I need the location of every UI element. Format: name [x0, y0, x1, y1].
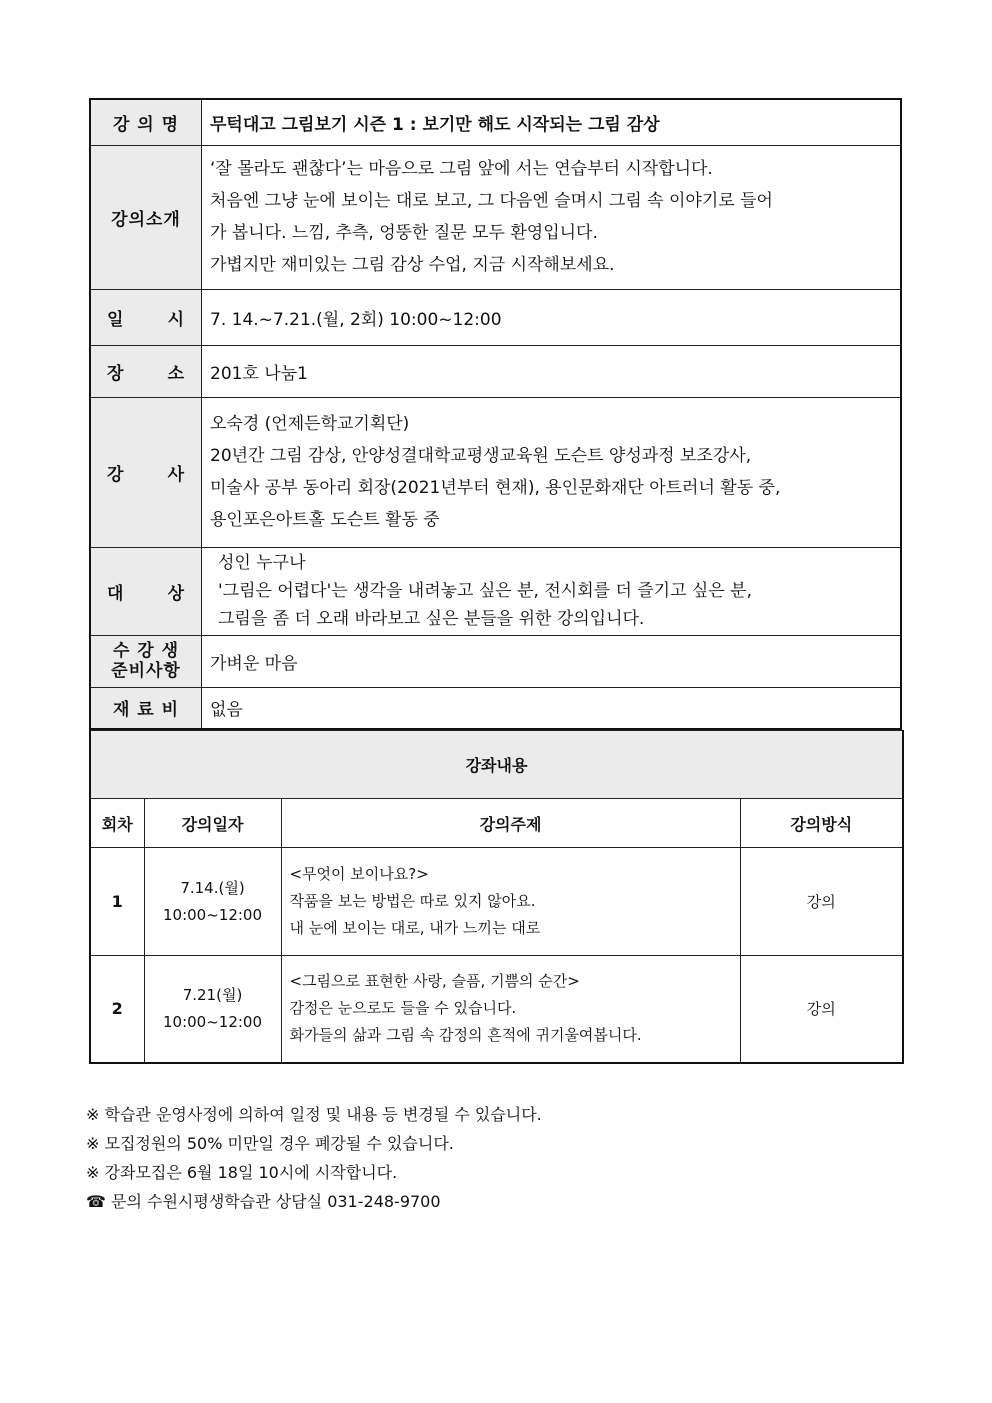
target-row — [90, 547, 901, 635]
header-date: 강의일자 — [144, 799, 281, 848]
session-number: 2 — [90, 956, 144, 1063]
teacher-line: 오숙경 (언제든학교기획단) — [210, 414, 410, 434]
target-info — [202, 547, 902, 635]
session-date: 7.14.(월) 10:00~12:00 — [144, 848, 281, 956]
session-topic: <그림으로 표현한 사랑, 슬픔, 기쁨의 순간> 감정은 눈으로도 들을 수 있습니다. 화가들의 삶과 그림 속 감정의 흔적에 귀기울여봅니다. — [281, 956, 740, 1063]
session-date: 7.21(월) 10:00~12:00 — [144, 956, 281, 1063]
target-line: '그림은 어렵다'는 생각을 내려놓고 싶은 분, 전시회를 더 즐기고 싶은 분, — [218, 581, 753, 601]
notice-list — [86, 1100, 542, 1216]
place-row — [90, 345, 901, 397]
intro-row — [90, 145, 901, 289]
teacher-info — [202, 397, 902, 547]
date-label: 일 시 — [90, 289, 202, 345]
intro-text — [202, 145, 902, 289]
notice-recruitment-start: ※ 강좌모집은 6월 18일 10시에 시작합니다. — [86, 1163, 398, 1182]
teacher-label: 강 사 — [90, 397, 202, 547]
session-number: 1 — [90, 848, 144, 956]
session-method: 강의 — [740, 848, 903, 956]
course-info-table — [89, 98, 902, 730]
course-place: 201호 나눔1 — [202, 345, 902, 397]
fee-value: 없음 — [202, 687, 902, 729]
header-session: 회차 — [90, 799, 144, 848]
header-method: 강의방식 — [740, 799, 903, 848]
target-line: 그림을 좀 더 오래 바라보고 싶은 분들을 위한 강의입니다. — [218, 609, 645, 629]
header-topic: 강의주제 — [281, 799, 740, 848]
target-label: 대 상 — [90, 547, 202, 635]
teacher-line: 용인포은아트홀 도슨트 활동 중 — [210, 510, 440, 530]
date-row — [90, 289, 901, 345]
fee-label: 재 료 비 — [90, 687, 202, 729]
intro-line: 가볍지만 재미있는 그림 감상 수업, 지금 시작해보세요. — [210, 255, 615, 275]
place-label: 장 소 — [90, 345, 202, 397]
prep-label: 수 강 생 준비사항 — [90, 635, 202, 687]
session-method: 강의 — [740, 956, 903, 1063]
notice-schedule-change: ※ 학습관 운영사정에 의하여 일정 및 내용 등 변경될 수 있습니다. — [86, 1105, 542, 1124]
prep-row — [90, 635, 901, 687]
contact-info: ☎ 문의 수원시평생학습관 상담실 031-248-9700 — [86, 1192, 441, 1211]
lecture-section-row — [90, 731, 903, 799]
intro-line: 가 봅니다. 느낌, 추측, 엉뚱한 질문 모두 환영입니다. — [210, 223, 598, 243]
session-topic: <무엇이 보이나요?> 작품을 보는 방법은 따로 있지 않아요. 내 눈에 보이는 대로, 내가 느끼는 대로 — [281, 848, 740, 956]
lecture-section-title: 강좌내용 — [90, 731, 903, 799]
title-label: 강 의 명 — [90, 99, 202, 145]
fee-row — [90, 687, 901, 729]
table-row — [90, 848, 903, 956]
intro-line: ‘잘 몰라도 괜찮다’는 마음으로 그림 앞에 서는 연습부터 시작합니다. — [210, 159, 713, 179]
lecture-header-row — [90, 799, 903, 848]
teacher-line: 20년간 그림 감상, 안양성결대학교평생교육원 도슨트 양성과정 보조강사, — [210, 446, 752, 466]
course-sheet — [89, 98, 902, 1064]
course-title: 무턱대고 그림보기 시즌 1 : 보기만 해도 시작되는 그림 감상 — [202, 99, 902, 145]
teacher-row — [90, 397, 901, 547]
notice-cancellation: ※ 모집정원의 50% 미만일 경우 폐강될 수 있습니다. — [86, 1134, 454, 1153]
title-row — [90, 99, 901, 145]
lecture-table — [89, 730, 904, 1064]
course-date: 7. 14.~7.21.(월, 2회) 10:00~12:00 — [202, 289, 902, 345]
teacher-line: 미술사 공부 동아리 회장(2021년부터 현재), 용인문화재단 아트러너 활동 중, — [210, 478, 781, 498]
table-row — [90, 956, 903, 1063]
prep-value: 가벼운 마음 — [202, 635, 902, 687]
intro-line: 처음엔 그냥 눈에 보이는 대로 보고, 그 다음엔 슬며시 그림 속 이야기로 들어 — [210, 191, 773, 211]
intro-label: 강의소개 — [90, 145, 202, 289]
target-line: 성인 누구나 — [218, 553, 306, 573]
